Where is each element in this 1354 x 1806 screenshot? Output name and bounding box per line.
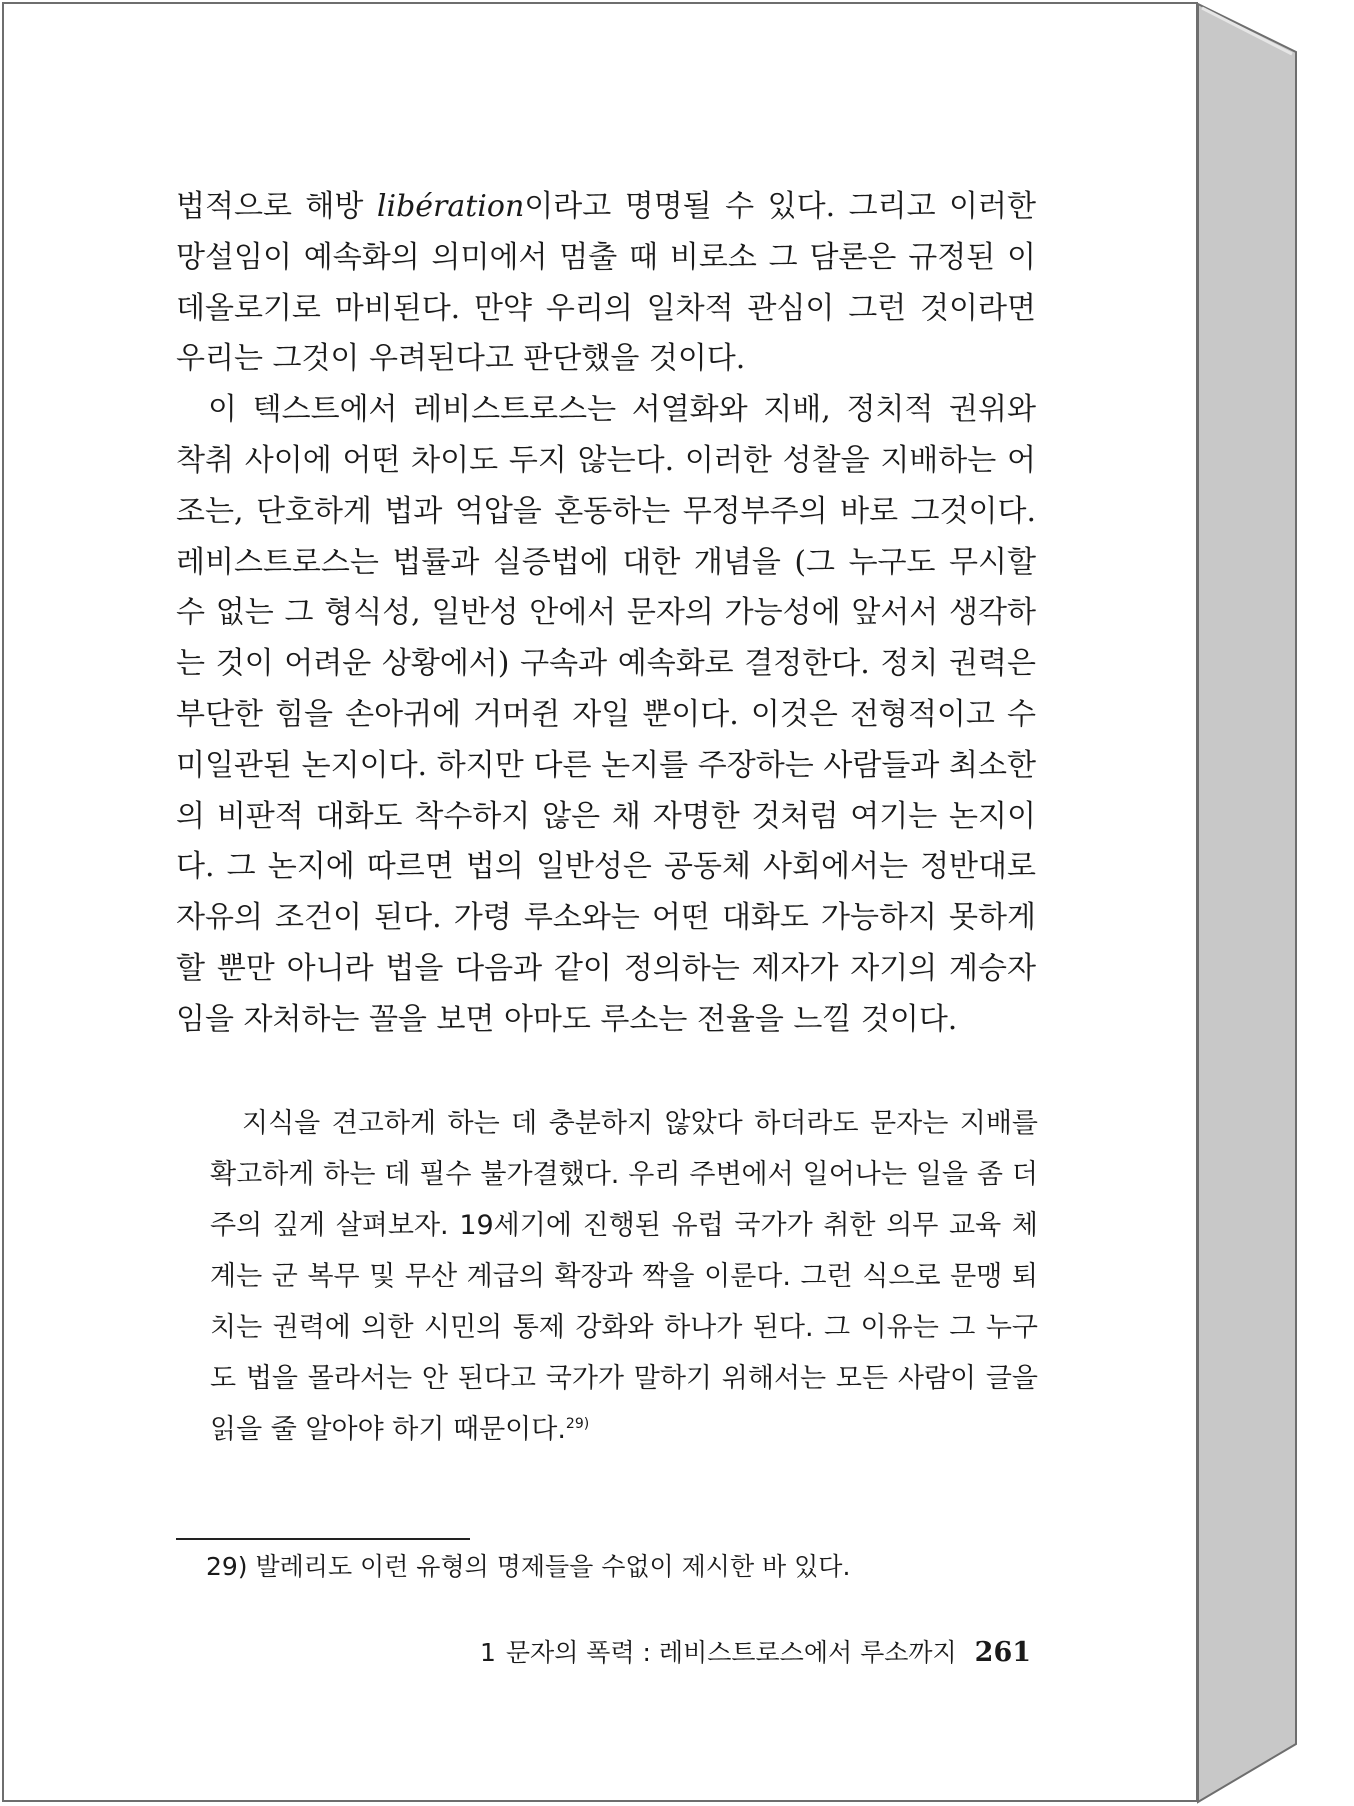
body-text [176,182,1036,1046]
paragraph-text-end: 이라고 명명될 수 있다. 그리고 이러한 망설임이 예속화의 의미에서 멈출 때 비로소 그 담론은 규정된 이데올로기로 마비된다. 만약 우리의 일차적 관심이 그런 것이라면 우리는 그것이 우려된다고 판단했을 것이다. [176,189,1037,377]
quote-paragraph [210,1098,1038,1455]
footnote-reference[interactable]: 29) [565,1416,590,1432]
page-number: 261 [974,1637,1032,1668]
italic-term: libération [376,189,525,224]
chapter-number: 1 [480,1638,496,1667]
block-quote [210,1098,1038,1455]
footnote-divider [176,1538,470,1540]
page-stack-shade [1202,8,1292,54]
footnote: 29) 발레리도 이런 유형의 명제들을 수없이 제시한 바 있다. [206,1552,851,1581]
chapter-title: 문자의 폭력 : 레비스트로스에서 루소까지 [505,1638,957,1667]
quote-text: 지식을 견고하게 하는 데 충분하지 않았다 하더라도 문자는 지배를 확고하게 하는 데 필수 불가결했다. 우리 주변에서 일어나는 일을 좀 더 주의 깊게 살펴보자. 19세기에 진행된 유럽 국가가 취한 의무 교육 체계는 군 복무 및 무산 계급의 확장과 짝을 이룬다. 그런 식으로 문맹 퇴치는 권력에 의한 시민의 통제 강화와 하나가 된다. 그 이유는 그 누구도 법을 몰라서는 안 된다고 국가가 말하기 위해서는 모든 사람이 글을 읽을 줄 알아야 하기 때문이다. [210,1108,1038,1445]
paragraph: 이 텍스트에서 레비스트로스는 서열화와 지배, 정치적 권위와 착취 사이에 어떤 차이도 두지 않는다. 이러한 성찰을 지배하는 어조는, 단호하게 법과 억압을 혼동하는 무정부주의 바로 그것이다. 레비스트로스는 법률과 실증법에 대한 개념을 (그 누구도 무시할 수 없는 그 형식성, 일반성 안에서 문자의 가능성에 앞서서 생각하는 것이 어려운 상황에서) 구속과 예속화로 결정한다. 정치 권력은 부단한 힘을 손아귀에 거머쥔 자일 뿐이다. 이것은 전형적이고 수미일관된 논지이다. 하지만 다른 논지를 주장하는 사람들과 최소한의 비판적 대화도 착수하지 않은 채 자명한 것처럼 여기는 논지이다. 그 논지에 따르면 법의 일반성은 공동체 사회에서는 정반대로 자유의 조건이 된다. 가령 루소와는 어떤 대화도 가능하지 못하게 할 뿐만 아니라 법을 다음과 같이 정의하는 제자가 자기의 계승자임을 자처하는 꼴을 보면 아마도 루소는 전율을 느낄 것이다. [176,392,1036,1037]
running-footer [480,1632,1032,1674]
page-stack-side [1198,4,1296,1802]
paragraph-continued [176,182,1036,385]
paragraph-text-start: 법적으로 해방 [176,189,377,224]
